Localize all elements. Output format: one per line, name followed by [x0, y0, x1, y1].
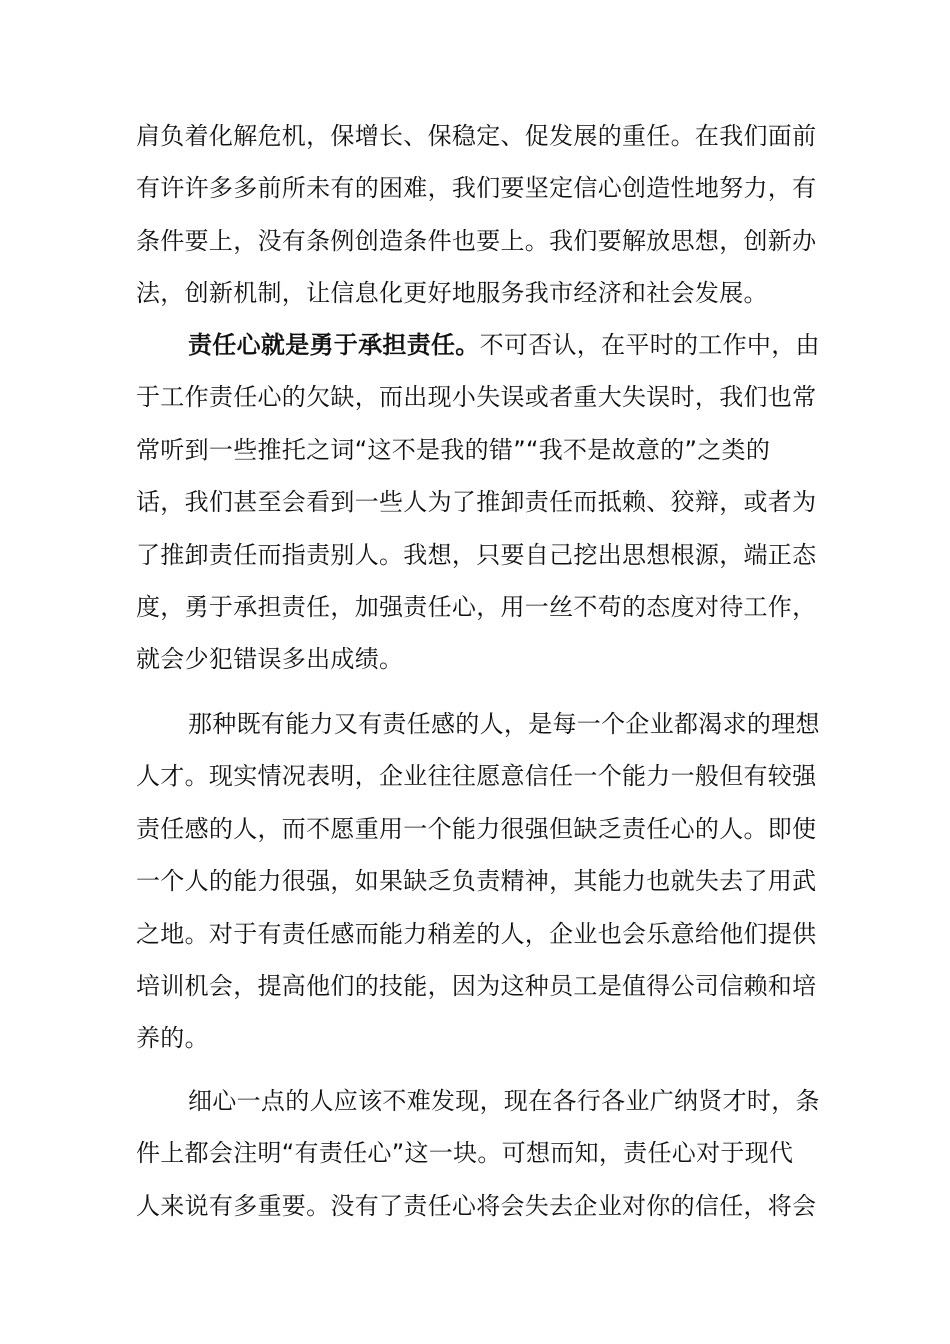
text-line: 度，勇于承担责任，加强责任心，用一丝不苟的态度对待工作， — [136, 592, 817, 621]
text-line: 责任感的人，而不愿重用一个能力很强但缺乏责任心的人。即使 — [136, 814, 817, 843]
paragraph-4 — [136, 1075, 826, 1232]
text-line: 法，创新机制，让信息化更好地服务我市经济和社会发展。 — [136, 279, 768, 308]
text-line: 之地。对于有责任感而能力稍差的人，企业也会乐意给他们提供 — [136, 919, 817, 948]
paragraph-first-line — [136, 319, 826, 371]
text-line: 人来说有多重要。没有了责任心将会失去企业对你的信任，将会 — [136, 1191, 817, 1220]
first-line-text: 不可否认，在平时的工作中，由 — [479, 331, 820, 359]
text-line: 话，我们甚至会看到一些人为了推卸责任而抵赖、狡辩，或者为 — [136, 488, 817, 517]
text-line: 培训机会，提高他们的技能，因为这种员工是值得公司信赖和培 — [136, 971, 817, 1000]
text-line: 条件要上，没有条例创造条件也要上。我们要解放思想，创新办 — [136, 226, 817, 255]
text-line: 人才。现实情况表明，企业往往愿意信任一个能力一般但有较强 — [136, 762, 817, 791]
text-line: 于工作责任心的欠缺，而出现小失误或者重大失误时，我们也常 — [136, 383, 817, 412]
text-line: 肩负着化解危机，保增长、保稳定、促发展的重任。在我们面前 — [136, 122, 817, 150]
text-line: 就会少犯错误多出成绩。 — [136, 645, 404, 674]
paragraph-2 — [136, 319, 826, 686]
text-line: 一个人的能力很强，如果缺乏负责精神，其能力也就失去了用武 — [136, 867, 817, 896]
text-line: 件上都会注明“有责任心”这一块。可想而知，责任心对于现代 — [136, 1139, 794, 1168]
text-line: 有许许多多前所未有的困难，我们要坚定信心创造性地努力，有 — [136, 174, 817, 203]
text-line: 了推卸责任而指责别人。我想，只要自己挖出思想根源，端正态 — [136, 540, 817, 569]
paragraph-first-line: 那种既有能力又有责任感的人，是每一个企业都渴求的理想 — [188, 710, 820, 738]
paragraph-3 — [136, 698, 826, 1065]
text-line: 养的。 — [136, 1024, 209, 1053]
bold-heading-phrase: 责任心就是勇于承担责任。 — [188, 331, 480, 359]
text-line: 常听到一些推托之词“这不是我的错”“我不是故意的”之类的 — [136, 435, 771, 464]
paragraph-1 — [136, 110, 826, 320]
paragraph-first-line: 细心一点的人应该不难发现，现在各行各业广纳贤才时，条 — [188, 1087, 820, 1115]
